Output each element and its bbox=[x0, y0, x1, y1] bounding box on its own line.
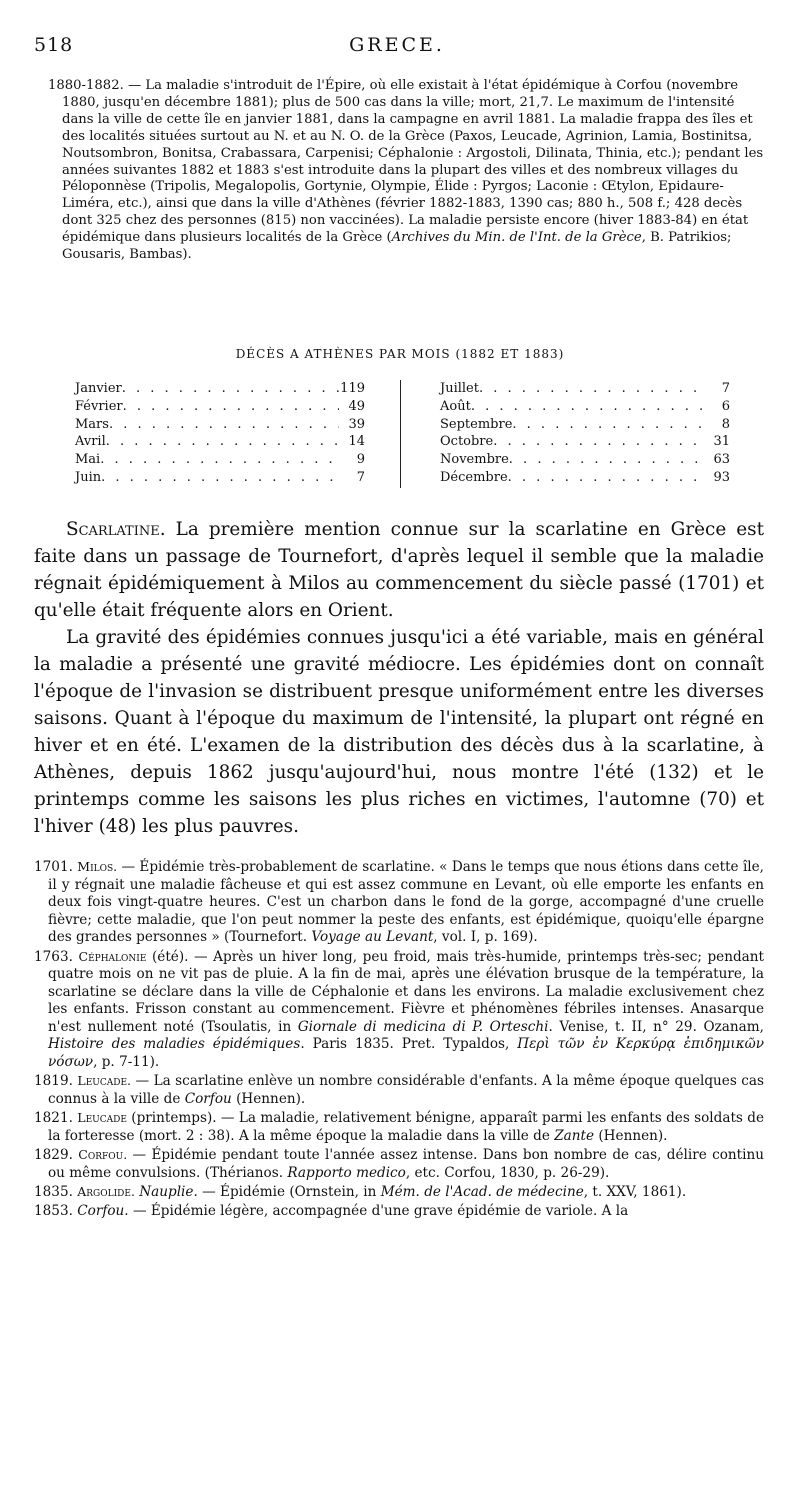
month-label: Août bbox=[440, 398, 471, 414]
entry-text: , p. 7-11). bbox=[93, 1053, 160, 1070]
entry-text: — Épidémie légère, accompagnée d'une grave épidémie de variole. A la bbox=[128, 1202, 629, 1219]
month-label: Juillet bbox=[440, 381, 479, 396]
chronology-entries bbox=[34, 858, 764, 1221]
table-row bbox=[75, 451, 365, 469]
entry-year: 1701. bbox=[34, 859, 73, 875]
table-row bbox=[440, 433, 730, 451]
intro-paragraph bbox=[48, 78, 764, 264]
month-label: Mai bbox=[75, 452, 101, 468]
chronology-entry bbox=[34, 1183, 764, 1202]
entry-place: Milos. bbox=[77, 859, 118, 874]
leader-dots bbox=[493, 433, 704, 451]
table-row bbox=[440, 416, 730, 434]
entry-year: 1829. bbox=[34, 1147, 73, 1163]
leader-dots bbox=[512, 416, 704, 434]
month-label: Décembre bbox=[440, 469, 508, 485]
death-count: 63 bbox=[713, 452, 730, 468]
death-count: 9 bbox=[356, 452, 365, 468]
table-row bbox=[440, 469, 730, 487]
entry-italic: Zante bbox=[554, 1127, 595, 1144]
table-title-prefix: DÉCÈS A ATHÈNES PAR MOIS bbox=[235, 347, 451, 361]
table-column-left bbox=[75, 380, 365, 487]
chronology-entry bbox=[34, 1072, 764, 1108]
death-count: 93 bbox=[713, 469, 730, 485]
entry-italic-place: Corfou. bbox=[77, 1202, 129, 1219]
body-paragraph: La gravité des épidémies connues jusqu'ici a été variable, mais en général la maladie a présenté une gravité médiocre. Les épidémies dont on connaît l'époque de l'invasion se distribuent presque uniformément entre les diverses saisons. Quant à l'époque du maximum de l'intensité, la plupart ont régné en hiver et en été. L'examen de la distribution des décès dus à la scarlatine, à Athènes, depuis 1862 jusqu'aujourd'hui, nous montre l'été (132) et le printemps comme les saisons les plus riches en victimes, l'automne (70) et l'hiver (48) les plus pauvres. bbox=[34, 627, 764, 837]
leader-dots bbox=[100, 451, 339, 469]
entry-place: Argolide. bbox=[77, 1184, 135, 1199]
table-row bbox=[75, 398, 365, 416]
death-count: 39 bbox=[348, 416, 365, 432]
month-label: Février bbox=[75, 398, 123, 414]
table-row bbox=[75, 433, 365, 451]
intro-source-italic: Archives du Min. de l'Int. de la Grèce bbox=[391, 230, 642, 246]
month-label: Juin bbox=[75, 469, 102, 485]
entry-place: Leucade bbox=[77, 1110, 127, 1125]
entry-italic: Giornale di medicina di P. Orteschi bbox=[297, 1018, 549, 1035]
entry-text: (Hennen). bbox=[594, 1127, 668, 1144]
entry-italic: Rapporto medico bbox=[287, 1164, 406, 1181]
month-label: Octobre bbox=[440, 434, 494, 450]
table-column-divider bbox=[400, 380, 401, 488]
entry-text: , vol. I, p. 169). bbox=[433, 929, 538, 945]
leader-dots bbox=[109, 416, 339, 434]
table-row bbox=[440, 380, 730, 398]
death-count: 31 bbox=[713, 434, 730, 450]
entry-italic-place: Nauplie. bbox=[139, 1184, 198, 1200]
entry-text: , etc. Corfou, 1830, p. 26-29). bbox=[405, 1164, 610, 1181]
body-paragraph bbox=[34, 516, 764, 624]
entry-text: — Épidémie (Ornstein, in bbox=[197, 1184, 381, 1200]
entry-place: Leucade. bbox=[77, 1073, 132, 1088]
deaths-by-month-table bbox=[75, 380, 735, 490]
entry-text: — Épidémie très-probablement de scarlatine. « Dans le temps que nous étions dans cette île, il y régnait une maladie fâcheuse et qui est assez commune en Levant, où elle emporte les enfants en deux fois vingt-quatre heures. C'est un charbon dans le fond de la gorge, accompagné d'une cruelle fièvre; cette maladie, que l'on peut nommer la peste des enfants, est épidémique, quoiqu'elle épargne des grandes personnes » (Tournefort. bbox=[48, 859, 764, 945]
intro-text: — La maladie s'introduit de l'Épire, où elle existait à l'état épidémique à Corfou (novembre 1880, jusqu'en décembre 1881); plus de 500 cas dans la ville; mort, 21,7. Le maximum de l'intensité dans la ville de cette île en janvier 1881, dans la campagne en avril 1881. La maladie frappa des îles et des localités situées surtout au N. et au N. O. de la Grèce (Paxos, Leucade, Agrinion, Lamia, Bostinitsa, Noutsombron, Bonitsa, Crabassara, Carpenisi; Céphalonie : Argostoli, Dilinata, Thinia, etc.); pendant les années suivantes 1882 et 1883 s'est introduite dans la plupart des villes et des nombreux villages du Péloponnèse (Tripolis, Megalopolis, Gortynie, Olympie, Élide : Pyrgos; Laconie : Œtylon, Epidaure-Liméra, etc.), ainsi que dans la ville d'Athènes (février 1882-1883, 1390 cas; 880 h., 508 f.; 428 decès dont 325 chez des personnes (815) non vaccinées). La maladie persiste encore (hiver 1883-84) en état épidémique dans plusieurs localités de la Grèce ( bbox=[62, 78, 764, 246]
death-count: 14 bbox=[348, 434, 365, 450]
entry-text: — La scarlatine enlève un nombre considérable d'enfants. A la même époque quelques cas connus à la ville de bbox=[48, 1073, 764, 1107]
entry-text: . Venise, t. II, n° 29. Ozanam, bbox=[548, 1018, 764, 1035]
chronology-entry bbox=[34, 1146, 764, 1182]
death-count: 6 bbox=[721, 398, 730, 414]
leader-dots bbox=[101, 469, 339, 487]
entry-italic: Corfou bbox=[184, 1090, 232, 1107]
entry-italic-greek: Περὶ τῶν ἐν Κερκύρᾳ ἐπιδημικῶν νόσων bbox=[48, 1036, 764, 1070]
entry-year: 1821. bbox=[34, 1110, 73, 1126]
leader-dots bbox=[508, 469, 704, 487]
intro-source-rest: , B. Patrikios; Gousaris, Bambas). bbox=[62, 230, 732, 263]
entry-year: 1819. bbox=[34, 1073, 73, 1089]
death-count: 7 bbox=[356, 469, 365, 485]
table-row bbox=[440, 398, 730, 416]
leader-dots bbox=[471, 398, 704, 416]
death-count: 8 bbox=[721, 416, 730, 432]
death-count: 119 bbox=[340, 381, 365, 396]
running-title: GRECE. bbox=[349, 34, 445, 56]
entry-year: 1853. bbox=[34, 1202, 73, 1219]
entry-text: (été). — Après un hiver long, peu froid, mais très-humide, printemps très-sec; pendant quatre mois on ne vit pas de pluie. A la fin de mai, après une élévation brusque de la température, la scarlatine se déclare dans la ville de Céphalonie et dans les environs. La maladie exclusivement chez les enfants. Frisson constant au commencement. Fièvre et phénomènes fébriles intenses. Anasarque n'est nullement noté (Tsoulatis, in bbox=[48, 948, 765, 1035]
table-title-years: (1882 ET 1883) bbox=[455, 347, 565, 361]
table-row bbox=[75, 416, 365, 434]
chronology-entry bbox=[34, 1203, 764, 1221]
chronology-entry bbox=[34, 858, 764, 947]
entry-text: . Paris 1835. Pret. Typaldos, bbox=[300, 1036, 518, 1052]
leader-dots bbox=[106, 433, 339, 451]
leader-dots bbox=[479, 380, 704, 398]
chronology-entry bbox=[34, 948, 764, 1072]
body-paragraph-1-text: La première mention connue sur la scarlatine en Grèce est faite dans un passage de Tournefort, d'après lequel il semble que la maladie régnait épidémiquement à Milos au commencement du siècle passé (1701) et qu'elle était fréquente alors en Orient. bbox=[34, 519, 764, 621]
table-title bbox=[0, 347, 800, 361]
month-label: Avril bbox=[75, 434, 106, 450]
month-label: Novembre bbox=[440, 452, 509, 468]
entry-italic: Mém. de l'Acad. de médecine bbox=[380, 1184, 584, 1200]
leader-dots bbox=[122, 380, 339, 398]
leader-dots bbox=[509, 451, 704, 469]
entry-italic: Histoire des maladies épidémiques bbox=[48, 1036, 301, 1052]
month-label: Septembre bbox=[440, 416, 513, 432]
month-label: Mars bbox=[75, 416, 109, 432]
table-row bbox=[440, 451, 730, 469]
section-lead: Scarlatine. bbox=[66, 519, 166, 540]
entry-year: 1763. bbox=[34, 948, 73, 965]
entry-year: 1835. bbox=[34, 1184, 73, 1200]
page-number: 518 bbox=[34, 34, 74, 56]
death-count: 7 bbox=[721, 381, 730, 396]
entry-place: Corfou. bbox=[78, 1147, 128, 1162]
leader-dots bbox=[123, 398, 339, 416]
entry-italic: Voyage au Levant bbox=[311, 929, 434, 945]
table-row bbox=[75, 380, 365, 398]
intro-year-range: 1880-1882. bbox=[48, 78, 124, 93]
entry-text: (printemps). — La maladie, relativement bénigne, apparaît parmi les enfants des soldats de la forteresse (mort. 2 : 38). A la même époque la maladie dans la ville de bbox=[48, 1110, 764, 1144]
chronology-entry bbox=[34, 1109, 764, 1145]
entry-text: — Épidémie pendant toute l'année assez intense. Dans bon nombre de cas, délire continu ou même convulsions. (Thérianos. bbox=[48, 1147, 764, 1181]
entry-text: (Hennen). bbox=[231, 1090, 306, 1107]
entry-text: , t. XXV, 1861). bbox=[583, 1184, 687, 1200]
scarlatine-section bbox=[34, 516, 764, 840]
death-count: 49 bbox=[348, 398, 365, 414]
table-row bbox=[75, 469, 365, 487]
running-head bbox=[34, 34, 760, 58]
month-label: Janvier bbox=[75, 381, 122, 396]
table-column-right bbox=[440, 380, 730, 487]
entry-place: Céphalonie bbox=[78, 948, 147, 964]
